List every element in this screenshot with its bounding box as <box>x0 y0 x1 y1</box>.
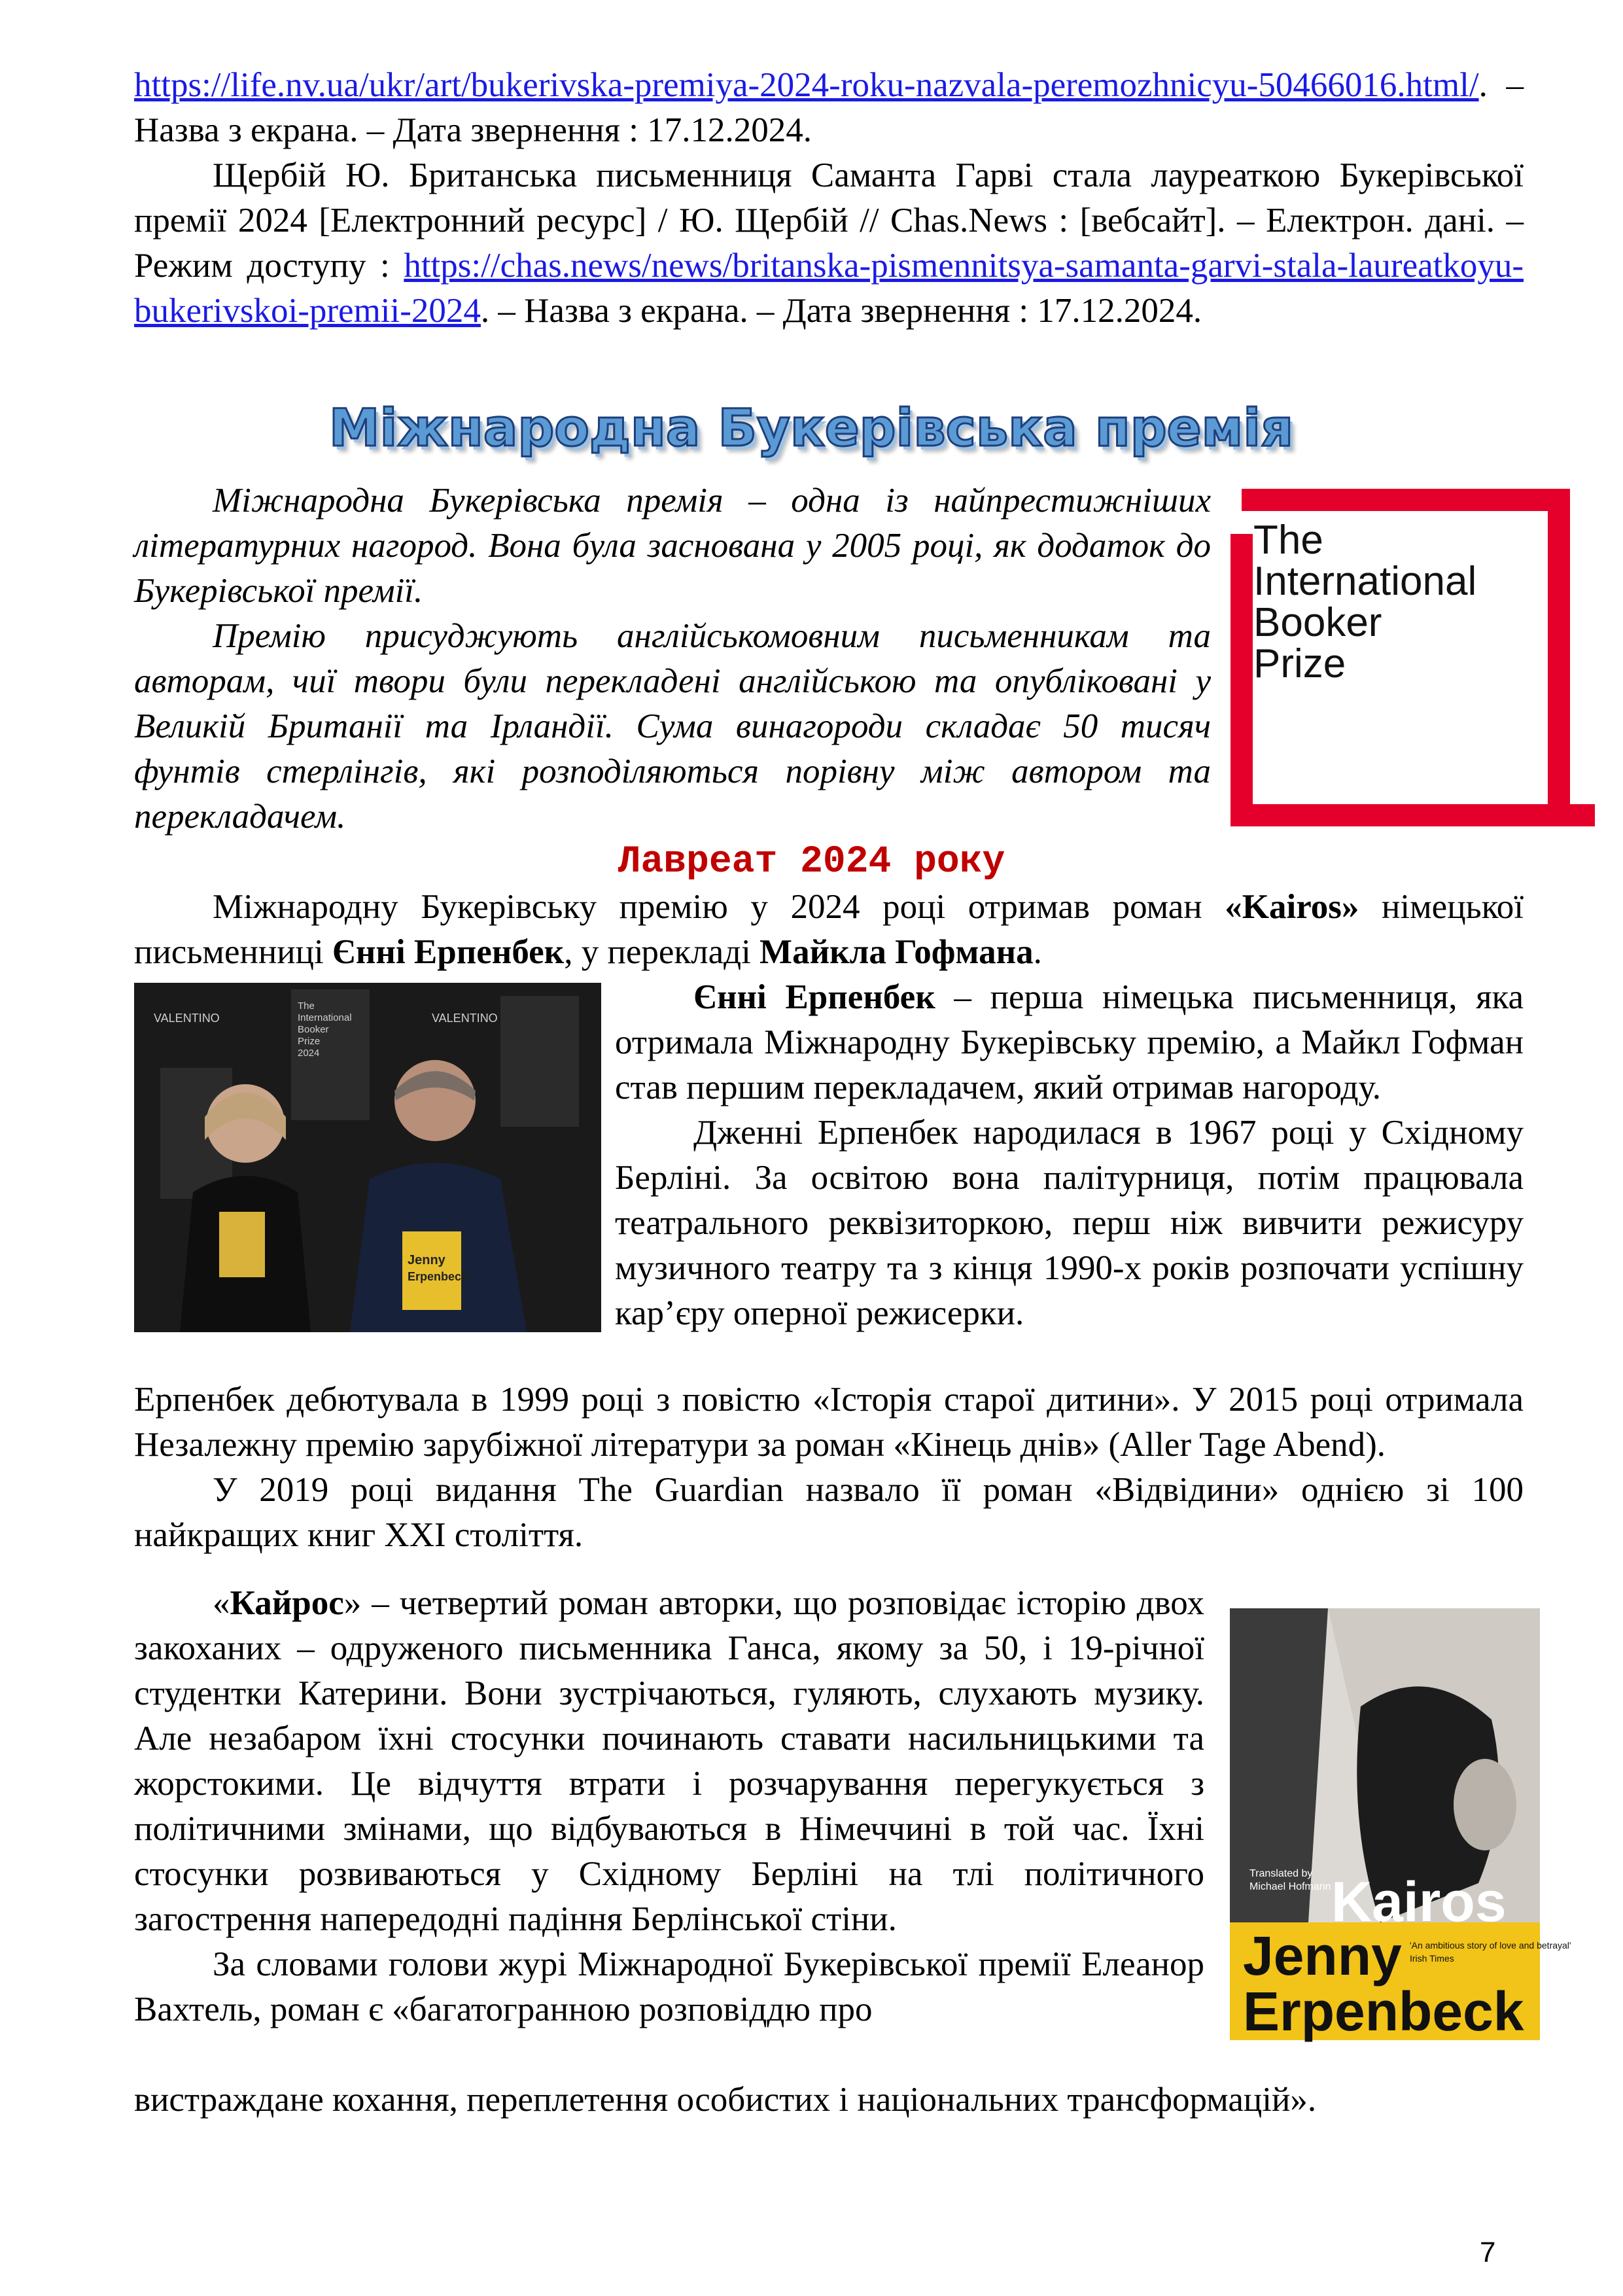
reference-2: Щербій Ю. Британська письменниця Саманта Гарві стала лауреаткою Букерівської премії 2024 [Електронний ресурс] / Ю. Щербій // Chas.News : [вебсайт]. – Електрон. дані. – Режим доступу : https://chas.news/news/britanska-pismennitsya-samanta-garvi-stala-laureatkoyu-bukerivskoi-premii-2024. – Назва з екрана. – Дата звернення : 17.12.2024. <box>134 156 1524 330</box>
laureate-paragraph-7: За словами голови журі Міжнародної Букерівської премії Елеанор Вахтель, роман є «багатогранною розповіддю про <box>134 1945 1204 2028</box>
laureate-side-block <box>615 975 1524 1336</box>
laureate-subheading: Лавреат 2024 року <box>618 841 1005 883</box>
kairos-block <box>134 1581 1204 2032</box>
svg-text:International: International <box>298 1012 352 1023</box>
section-heading: Міжнародна Букерівська премія <box>328 399 1294 458</box>
laureate-paragraph-5: У 2019 році видання The Guardian назвало її роман «Відвідини» однією зі 100 найкращих книг XXI століття. <box>134 1471 1524 1554</box>
svg-text:Booker: Booker <box>298 1024 329 1035</box>
laureate-full-block <box>134 1377 1524 1558</box>
reference-1: https://life.nv.ua/ukr/art/bukerivska-premiya-2024-roku-nazvala-peremozhnicyu-50466016.html/. – Назва з екрана. – Дата звернення : 17.12.2024. <box>134 66 1524 149</box>
svg-text:Michael Hofmann: Michael Hofmann <box>1249 1881 1331 1892</box>
laureate-paragraph-3: Дженні Ерпенбек народилася в 1967 році у Східному Берліні. За освітою вона палітурниця, потім працювала театрального реквізиторкою, перш ніж вивчити режисуру музичного театру та з кінця 1990-х років розпочати успішну кар’єру оперної режисерки. <box>615 1114 1524 1332</box>
svg-text:Jenny: Jenny <box>408 1253 445 1267</box>
reference-1-link[interactable]: https://life.nv.ua/ukr/art/bukerivska-premiya-2024-roku-nazvala-peremozhnicyu-50466016.html/ <box>134 66 1479 104</box>
svg-text:'An ambitious story of love an: 'An ambitious story of love and betrayal' <box>1410 1940 1571 1951</box>
intro-paragraph-1: Міжнародна Букерівська премія – одна із найпрестижніших літературних нагород. Вона була заснована у 2005 році, як додаток до Букерівської премії. <box>134 482 1211 610</box>
svg-text:Prize: Prize <box>298 1036 321 1047</box>
laureate-paragraph-2: Єнні Ерпенбек – перша німецька письменниця, яка отримала Міжнародну Букерівську премію, а Майкл Гофман став першим перекладачем, який отримав нагороду. <box>615 978 1524 1106</box>
logo-text-3: Booker <box>1253 600 1382 645</box>
laureate-paragraph-7-end: вистраждане кохання, переплетення особистих і національних трансформацій». <box>134 2081 1317 2119</box>
laureate-paragraph-1: Міжнародну Букерівську премію у 2024 році отримав роман «Kairos» німецької письменниці Єнні Ерпенбек, у перекладі Майкла Гофмана. <box>134 888 1524 971</box>
logo-text-2: International <box>1253 559 1477 604</box>
svg-text:Kairos: Kairos <box>1331 1871 1507 1934</box>
intro-paragraph-2: Премію присуджують англійськомовним письменникам та авторам, чиї твори були перекладені англійською та опубліковані у Великій Британії та Ірландії. Сума винагороди складає 50 тисяч фунтів стерлінгів, які розподіляються порівну між автором та перекладачем. <box>134 617 1211 836</box>
svg-text:Translated by: Translated by <box>1249 1868 1313 1879</box>
laureate-paragraph-6: «Кайрос» – четвертий роман авторки, що розповідає історію двох закоханих – одруженого письменника Ганса, якому за 50, і 19-річної студентки Катерини. Вони зустрічаються, гуляють, слухають музику. Але незабаром їхні стосунки починають ставати насильницькими та жорстокими. Це відчуття втрати і розчарування перегукується з політичними змінами, що відбуваються в Німеччині в той час. Їхні стосунки розвиваються у Східному Берліні на тлі політичного загострення напередодні падіння Берлінської стіни. <box>134 1584 1204 1938</box>
logo-text-1: The <box>1253 518 1323 563</box>
svg-text:VALENTINO: VALENTINO <box>432 1012 498 1025</box>
svg-text:VALENTINO: VALENTINO <box>154 1012 220 1025</box>
reference-2-link[interactable]: https://chas.news/news/britanska-pismennitsya-samanta-garvi-stala-laureatkoyu-bukerivskoi-premii-2024 <box>134 247 1524 330</box>
svg-text:2024: 2024 <box>298 1048 320 1059</box>
svg-text:Irish Times: Irish Times <box>1410 1953 1454 1964</box>
international-booker-prize-logo <box>1229 475 1590 841</box>
logo-graphic <box>1229 475 1590 841</box>
svg-text:Erpenbeck: Erpenbeck <box>1243 1981 1524 2042</box>
svg-text:Erpenbeck: Erpenbeck <box>408 1270 468 1283</box>
svg-text:Jenny: Jenny <box>1243 1925 1402 1987</box>
intro-block <box>134 478 1211 839</box>
page-number: 7 <box>1480 2236 1496 2269</box>
reference-block <box>134 63 1524 334</box>
kairos-book-cover <box>1230 1608 1571 2042</box>
laureate-paragraph-4: Ерпенбек дебютувала в 1999 році з повістю «Історія старої дитини». У 2015 році отримала Незалежну премію зарубіжної літератури за роман «Кінець днів» (Aller Tage Abend). <box>134 1381 1524 1464</box>
logo-text-4: Prize <box>1253 641 1346 686</box>
author-translator-photo <box>134 983 601 1332</box>
svg-text:The: The <box>298 1000 315 1012</box>
